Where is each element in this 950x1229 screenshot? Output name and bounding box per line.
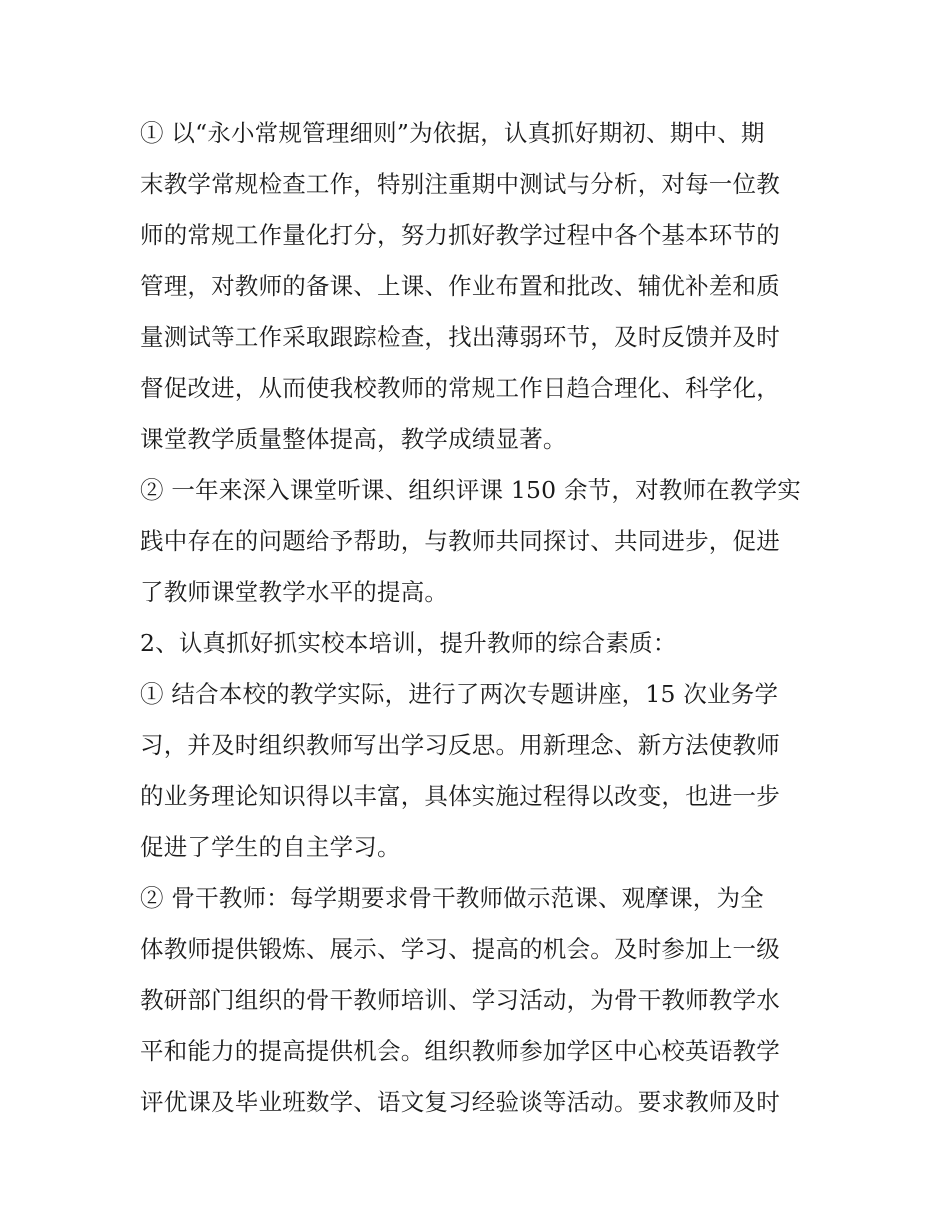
text-line: 量测试等工作采取跟踪检查，找出薄弱环节，及时反馈并及时: [140, 323, 780, 351]
document-body: [140, 108, 812, 1128]
text-line: 平和能力的提高提供机会。组织教师参加学区中心校英语教学: [140, 1037, 780, 1065]
text-line: 师的常规工作量化打分，努力抓好教学过程中各个基本环节的: [140, 221, 780, 249]
text-line: 督促改进，从而使我校教师的常规工作日趋合理化、科学化，: [140, 374, 780, 402]
text-line: 教研部门组织的骨干教师培训、学习活动，为骨干教师教学水: [140, 986, 780, 1014]
text-line: 的业务理论知识得以丰富，具体实施过程得以改变，也进一步: [140, 782, 780, 810]
text-line: 评优课及毕业班数学、语文复习经验谈等活动。要求教师及时: [140, 1088, 780, 1116]
text-line: 促进了学生的自主学习。: [140, 833, 401, 861]
text-line: 课堂教学质量整体提高，教学成绩显著。: [140, 425, 567, 453]
text-line: ① 结合本校的教学实际，进行了两次专题讲座，15 次业务学: [140, 680, 779, 708]
text-line: 管理，对教师的备课、上课、作业布置和批改、辅优补差和质: [140, 272, 780, 300]
text-line: 践中存在的问题给予帮助，与教师共同探讨、共同进步，促进: [140, 527, 780, 555]
text-line: 了教师课堂教学水平的提高。: [140, 578, 449, 606]
text-line: ② 骨干教师：每学期要求骨干教师做示范课、观摩课，为全: [140, 884, 764, 912]
section-heading: 2、认真抓好抓实校本培训，提升教师的综合素质：: [140, 629, 677, 657]
text-line: ① 以“永小常规管理细则”为依据，认真抓好期初、期中、期: [140, 119, 765, 147]
text-line: 体教师提供锻炼、展示、学习、提高的机会。及时参加上一级: [140, 935, 780, 963]
text-line: 习，并及时组织教师写出学习反思。用新理念、新方法使教师: [140, 731, 780, 759]
text-line: 末教学常规检查工作，特别注重期中测试与分析，对每一位教: [140, 170, 780, 198]
text-line: ② 一年来深入课堂听课、组织评课 150 余节，对教师在教学实: [140, 476, 801, 504]
